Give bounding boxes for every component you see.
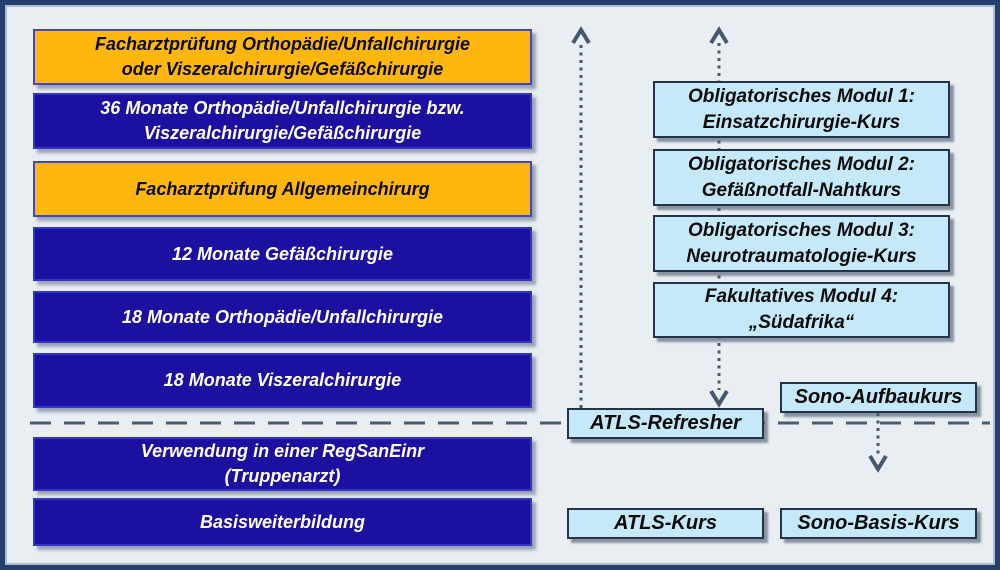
- box-text-line: 36 Monate Orthopädie/Unfallchirurgie bzw.: [100, 98, 465, 118]
- box-text-line: Obligatorisches Modul 3:: [688, 219, 915, 241]
- box-text-line: Sono-Basis-Kurs: [797, 512, 960, 534]
- box-36-monate: [33, 93, 532, 149]
- box-text-line: ATLS-Kurs: [614, 512, 717, 534]
- box-text-line: Verwendung in einer RegSanEinr: [140, 441, 425, 461]
- box-modul-4-suedafrika: [653, 282, 950, 338]
- box-modul-2-gefaessnotfall: [653, 149, 950, 206]
- box-text-line: Einsatzchirurgie-Kurs: [702, 111, 901, 133]
- box-text-line: ATLS-Refresher: [590, 412, 741, 434]
- box-text-line: Obligatorisches Modul 2:: [688, 153, 915, 175]
- box-12-monate-gefaesschirurgie: [33, 227, 532, 281]
- box-text-line: 18 Monate Orthopädie/Unfallchirurgie: [121, 306, 444, 327]
- box-text-line: Basisweiterbildung: [199, 511, 366, 532]
- box-text-line: „Südafrika“: [748, 312, 855, 333]
- box-text-line: Facharztprüfung Orthopädie/Unfallchirurgie: [94, 34, 471, 54]
- box-atls-refresher: [567, 408, 764, 439]
- box-text-line: Neurotraumatologie-Kurs: [686, 245, 917, 267]
- box-facharztpruefung-allgemeinchirurg: [33, 161, 532, 217]
- box-verwendung-regsaneinr: [33, 437, 532, 491]
- box-18-monate-viszeralchirurgie: [33, 353, 532, 408]
- box-text-line: Obligatorisches Modul 1:: [688, 85, 915, 107]
- down-arrow-sono-track: [870, 413, 886, 469]
- box-sono-basis-kurs: [780, 508, 977, 539]
- box-basisweiterbildung: [33, 498, 532, 546]
- box-sono-aufbaukurs: [780, 382, 977, 413]
- box-text-line: 12 Monate Gefäßchirurgie: [171, 243, 394, 264]
- box-text-line: Viszeralchirurgie/Gefäßchirurgie: [143, 123, 422, 143]
- up-arrow-atls-track: [573, 30, 589, 408]
- box-18-monate-orthopaedie: [33, 291, 532, 343]
- box-text-line: Sono-Aufbaukurs: [794, 386, 963, 408]
- box-text-line: 18 Monate Viszeralchirurgie: [163, 370, 402, 390]
- box-text-line: Fakultatives Modul 4:: [704, 286, 899, 307]
- box-text-line: Gefäßnotfall-Nahtkurs: [701, 179, 902, 201]
- box-modul-1-einsatzchirurgie: [653, 81, 950, 138]
- box-atls-kurs: [567, 508, 764, 539]
- box-text-line: Facharztprüfung Allgemeinchirurg: [135, 178, 430, 199]
- box-text-line: oder Viszeralchirurgie/Gefäßchirurgie: [121, 59, 444, 79]
- box-text-line: (Truppenarzt): [224, 466, 341, 486]
- box-facharztpruefung-ortho-viszeral: [33, 29, 532, 85]
- box-modul-3-neurotraumatologie: [653, 215, 950, 272]
